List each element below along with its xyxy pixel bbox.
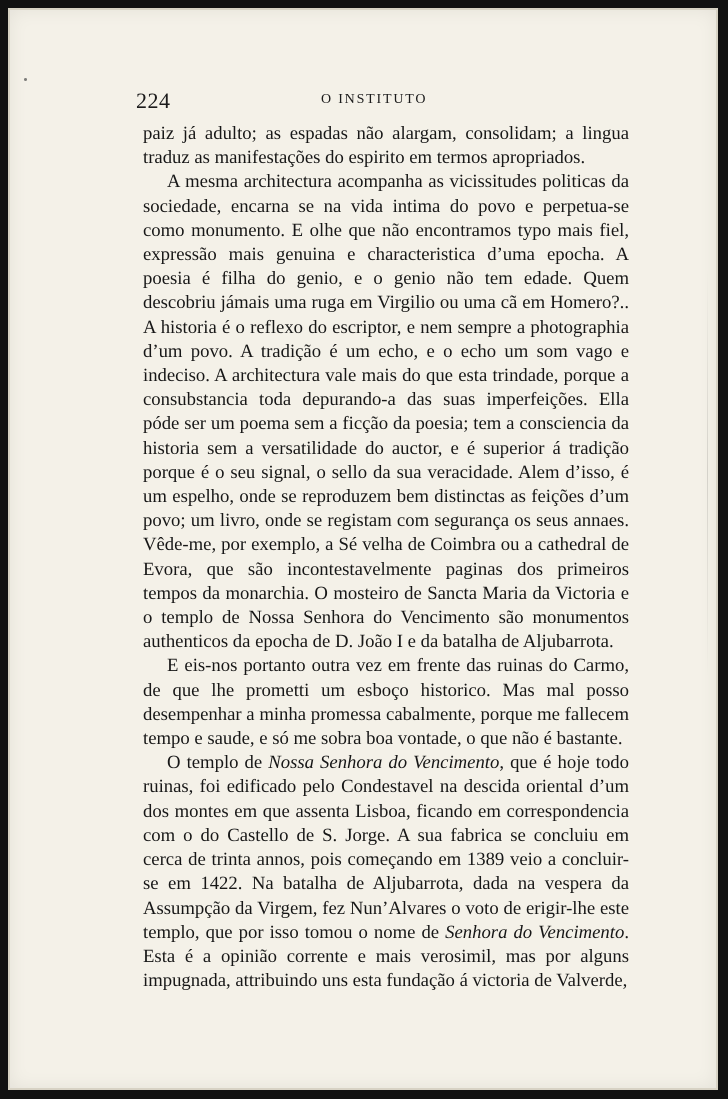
paragraph-4-text-start: O templo de bbox=[167, 752, 269, 774]
running-title: O INSTITUTO bbox=[321, 92, 428, 107]
paragraph-2: A mesma architectura acompanha as vicissitudes politicas da sociedade, encarna se na vida intima do povo e perpetua-se como monumento. E olhe que não encontramos typo mais fiel, expressão mais genuina e characteristica d’uma epocha. A poesia é filha do genio, e o genio não tem edade. Quem descobriu jámais uma ruga em Virgilio ou uma cã em Homero?.. A historia é o reflexo do escriptor, e nem sempre a photographia d’um povo. A tradição é um echo, e o echo um som vago e indeciso. A architectura vale mais do que esta trindade, porque a consubstancia toda depurando-a das suas imperfeições. Ella póde ser um poema sem a ficção da poesia; tem a consciencia da historia sem a versatilidade do auctor, e é superior á tradição porque é o seu signal, o sello da sua veracidade. Alem d’isso, é um espelho, onde se reproduzem bem distinctas as feições d’um povo; um livro, onde se registam com segurança os seus annaes. Vêde-me, por exemplo, a Sé velha de Coimbra ou a cathedral de Evora, que são incontestavelmente paginas dos primeiros tempos da monarchia. O mosteiro de Sancta Maria da Victoria e o templo de Nossa Senhora do Vencimento são monumentos authenticos da epocha de D. João I e da batalha de Aljubarrota. bbox=[143, 171, 629, 653]
paper-speck bbox=[24, 78, 27, 81]
paragraph-4-text-end: . Esta é a opinião corrente e mais verosimil, mas por alguns impugnada, attribuindo uns esta fundação á victoria de Valverde, bbox=[143, 921, 629, 992]
body-text bbox=[143, 122, 629, 993]
paper-fold-mark bbox=[707, 268, 708, 678]
page-number: 224 bbox=[136, 88, 171, 113]
paragraph-4-italic-title-1: Nossa Senhora do Vencimento bbox=[268, 752, 500, 774]
page-header bbox=[136, 88, 626, 112]
paragraph-1: paiz já adulto; as espadas não alargam, consolidam; a lingua traduz as manifestações do espirito em termos apropriados. bbox=[143, 123, 629, 169]
paragraph-3: E eis-nos portanto outra vez em frente das ruinas do Carmo, de que lhe prometti um esboço historico. Mas mal posso desempenhar a minha promessa cabalmente, porque me fallecem tempo e saude, e só me sobra boa vontade, o que não é bastante. bbox=[143, 655, 629, 750]
paragraph-4-italic-title-2: Senhora do Vencimento bbox=[445, 921, 625, 943]
paragraph-4-text-middle: , que é hoje todo ruinas, foi edificado pelo Condestavel na descida oriental d’um dos montes em que assenta Lisboa, ficando em correspondencia com o do Castello de S. Jorge. A sua fabrica se concluiu em cerca de trinta annos, pois começando em 1389 veio a concluir-se em 1422. Na batalha de Aljubarrota, dada na vespera da Assumpção da Virgem, fez Nun’Alvares o voto de erigir-lhe este templo, que por isso tomou o nome de bbox=[143, 752, 629, 943]
paragraph-4 bbox=[143, 751, 629, 993]
